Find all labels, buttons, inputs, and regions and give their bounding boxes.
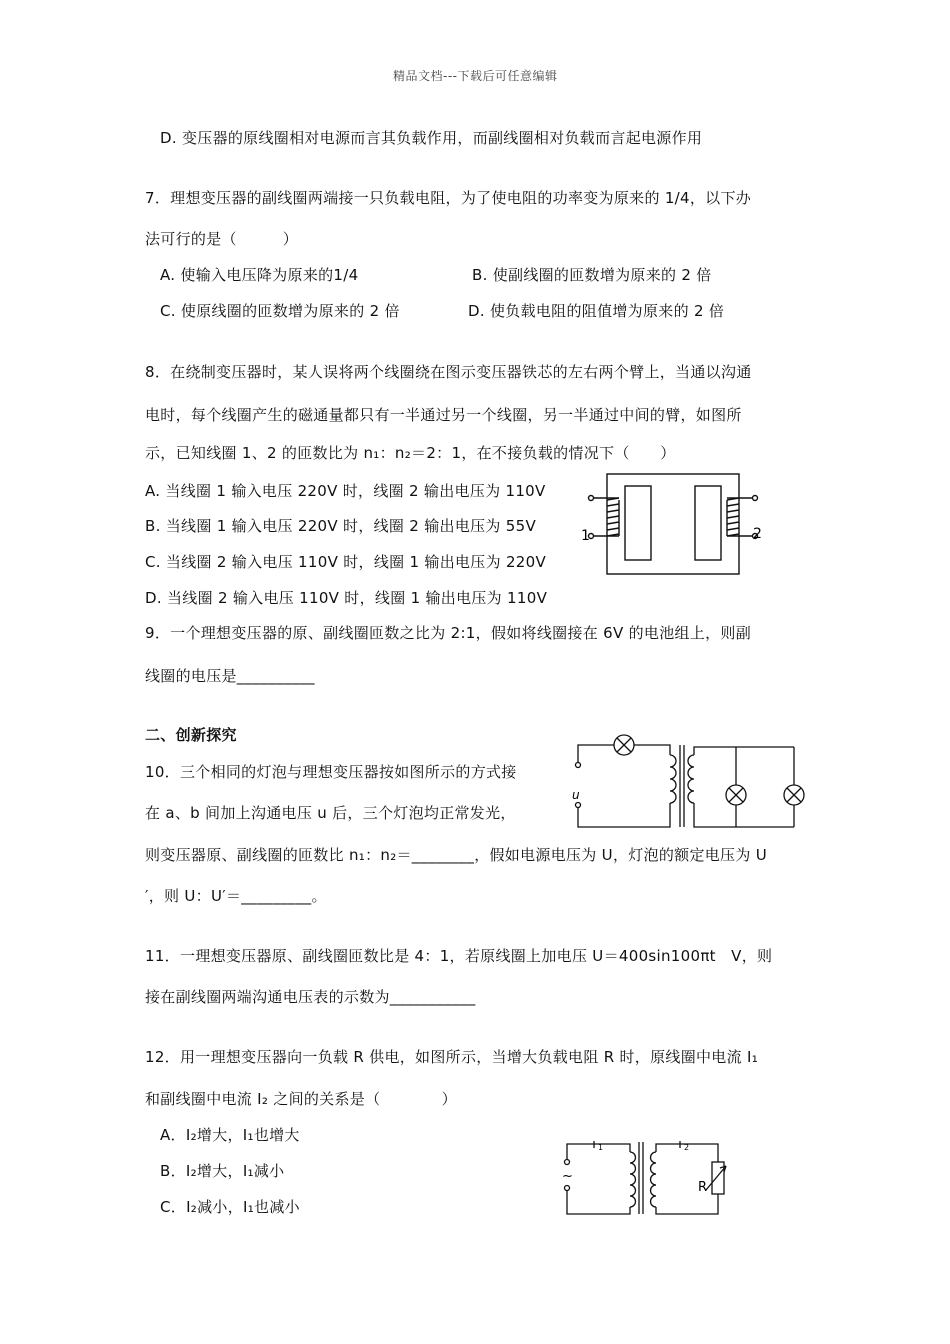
terminal-b: [576, 803, 581, 808]
page-header: 精品文档---下载后可任意编辑: [393, 69, 558, 83]
q10-stem-line4: ′，则 U：U′＝_________。: [145, 887, 327, 905]
q7-option-a: A. 使输入电压降为原来的1/4: [160, 266, 359, 284]
q8-option-a: A. 当线圈 1 输入电压 220V 时，线圈 2 输出电压为 110V: [145, 482, 546, 500]
secondary-coil: [651, 1152, 657, 1207]
q8-transformer-figure: [575, 470, 775, 580]
resistor-R-label: R: [698, 1180, 708, 1195]
current-i2-subscript: 2: [684, 1143, 690, 1152]
q7-option-c: C. 使原线圈的匝数增为原来的 2 倍: [160, 302, 400, 320]
terminal-a: [576, 763, 581, 768]
section-2-heading: 二、创新探究: [145, 726, 237, 744]
iron-core: [680, 745, 684, 827]
q11-stem-line1: 11．一理想变压器原、副线圈匝数比是 4：1，若原线圈上加电压 U＝400sin100πt V，则: [145, 947, 773, 965]
q7-stem-line2: 法可行的是（ ）: [145, 230, 299, 248]
core-window-right: [695, 486, 721, 560]
q12-stem-line1: 12．用一理想变压器向一负载 R 供电，如图所示，当增大负载电阻 R 时，原线圈中电流 I₁: [145, 1048, 759, 1066]
coil-1-windings: [607, 498, 619, 536]
source-terminal-top: [565, 1160, 570, 1165]
q12-circuit-figure: [560, 1138, 725, 1218]
terminal: [753, 496, 758, 501]
q10-stem-line3: 则变压器原、副线圈的匝数比 n₁：n₂＝________，假如电源电压为 U，灯泡的额定电压为 U: [145, 846, 768, 864]
q7-option-d: D. 使负载电阻的阻值增为原来的 2 倍: [468, 302, 725, 320]
q8-option-d: D. 当线圈 2 输入电压 110V 时，线圈 1 输出电压为 110V: [145, 589, 548, 607]
secondary-coil: [688, 755, 694, 803]
voltage-u-label: u: [572, 788, 580, 802]
core-window-left: [625, 486, 651, 560]
current-i1-subscript: 1: [598, 1143, 604, 1152]
coil-2-label: 2: [753, 526, 762, 542]
q7-option-b: B. 使副线圈的匝数增为原来的 2 倍: [472, 266, 712, 284]
core-outer: [607, 474, 739, 574]
iron-core: [639, 1142, 643, 1214]
q9-stem-line1: 9．一个理想变压器的原、副线圈匝数之比为 2:1，假如将线圈接在 6V 的电池组上，则副: [145, 624, 751, 642]
q8-option-b: B. 当线圈 1 输入电压 220V 时，线圈 2 输出电压为 55V: [145, 517, 537, 535]
q7-stem-line1: 7．理想变压器的副线圈两端接一只负载电阻，为了使电阻的功率变为原来的 1/4，以下办: [145, 189, 752, 207]
q8-stem-line2: 电时，每个线圈产生的磁通量都只有一半通过另一个线圈，另一半通过中间的臂，如图所: [145, 406, 742, 424]
q12-option-b: B．I₂增大，I₁减小: [160, 1162, 285, 1180]
q10-stem-line2: 在 a、b 间加上沟通电压 u 后，三个灯泡均正常发光，: [145, 804, 516, 822]
coil-2-windings: [727, 498, 739, 536]
q10-stem-line1: 10．三个相同的灯泡与理想变压器按如图所示的方式接: [145, 763, 517, 781]
q12-option-a: A．I₂增大，I₁也增大: [160, 1126, 300, 1144]
q8-stem-line3: 示，已知线圈 1、2 的匝数比为 n₁：n₂＝2：1，在不接负载的情况下（ ）: [145, 444, 676, 462]
q8-stem-line1: 8．在绕制变压器时，某人误将两个线圈绕在图示变压器铁芯的左右两个臂上，当通以沟通: [145, 363, 752, 381]
q8-option-c: C. 当线圈 2 输入电压 110V 时，线圈 1 输出电压为 220V: [145, 553, 547, 571]
primary-coil: [630, 1152, 636, 1207]
ac-source-symbol: ~: [562, 1169, 573, 1184]
q6-option-d: D. 变压器的原线圈相对电源而言其负载作用，而副线圈相对负载而言起电源作用: [160, 129, 703, 147]
coil-1-label: 1: [581, 528, 590, 544]
q10-circuit-figure: [570, 737, 805, 832]
terminal: [589, 496, 594, 501]
source-terminal-bottom: [565, 1186, 570, 1191]
primary-coil: [670, 755, 676, 803]
q12-stem-line2: 和副线圈中电流 I₂ 之间的关系是（ ）: [145, 1090, 457, 1108]
q12-option-c: C．I₂减小，I₁也减小: [160, 1198, 300, 1216]
q9-stem-line2: 线圈的电压是__________: [145, 667, 315, 685]
q11-stem-line2: 接在副线圈两端沟通电压表的示数为___________: [145, 988, 476, 1006]
